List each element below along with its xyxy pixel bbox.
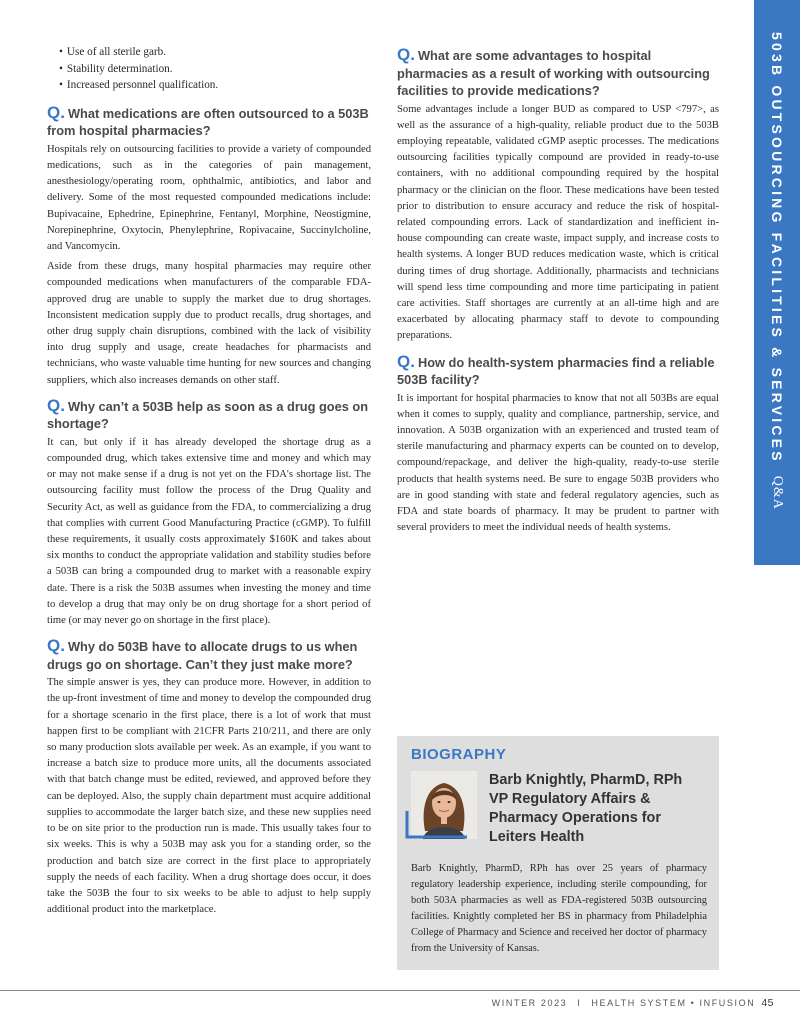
biography-heading: BIOGRAPHY [411,746,507,763]
author-title-line: Pharmacy Operations for [489,810,661,826]
requirements-list [59,44,371,94]
biography-text: Barb Knightly, PharmD, RPh has over 25 years of pharmacy regulatory leadership experience, including sterile compounding, for both 503A pharmacies as well as FDA-registered 503B outsourcing facilities. Knightly completed her BS in pharmacy from Philadelphia College of Pharmacy and Science and received her doctor of pharmacy from the University of Kansas. [411,863,707,954]
footer-separator: I [577,998,582,1008]
author-name: Barb Knightly, PharmD, RPh [489,772,683,788]
question-heading [47,637,371,673]
author-name-block [489,771,682,847]
answer-paragraph: The simple answer is yes, they can produce more. However, in addition to the up-front investment of time and money to develop the compounded drug for a shortage scenario in the first place, there is a lot of work that must happen first to be compliant with 21CFR Parts 210/211, and there are only so many production slots available per week. As an example, if you want to increase a batch size to produce more units, all the documents associated with that batch change must be edited, reviewed, and approved before they can be deployed. Also, the supply chain department must acquire additional supplies to accommodate the larger batch size, and these new supplies need to be on site prior to the production run is made. This usually takes four to six weeks. This is why a 503B may ask you for a standing order, so the production and batch size are correct in the first place to appropriately supply the needs of each facility. When a drug shortage does occur, it does take the 503B the four to six weeks to be able to adjust to help supply additional product into the marketplace. [47,677,371,916]
side-tab-subtitle: Q&A [770,475,785,510]
author-organization: Leiters Health [489,829,585,845]
q-mark: Q. [47,102,65,122]
biography-header [411,771,707,847]
list-item: • Stability determination. [59,61,371,78]
q-mark: Q. [397,351,415,371]
question-heading [47,104,371,140]
answer-paragraph: Some advantages include a longer BUD as compared to USP <797>, as well as the assurance of a high-quality, reliable product due to the 503B employing repeatable, validated cGMP aseptic processes. The medications outsourcing facilities typically compound are provided in ready-to-use containers, with no additional compounding required by the hospital pharmacy or the clinician on the floor. These medications have been tested prior to distribution to ensure accuracy and reduce the risk of hospital-related compounding errors. Lack of standardization and inefficient in-house compounding can create waste, impact supply, and increase costs to health systems. A longer BUD reduces medication waste, which is critical during times of drug shortage. Additionally, pharmacists and technicians will spend less time compounding and more time participating in patient care activities. Staff shortages are currently at an all-time high and are exacerbated by allocating pharmacy staff to devote to compounding preparations. [397,103,719,342]
question-heading [397,353,719,389]
question-text: How do health-system pharmacies find a reliable 503B facility? [397,354,715,388]
footer-issue: WINTER 2023 [491,998,568,1008]
photo-corner-bracket [405,771,471,839]
q-mark: Q. [47,395,65,415]
author-title-line: VP Regulatory Affairs & [489,791,651,807]
answer-paragraph: Aside from these drugs, many hospital pharmacies may require other compounded medications when manufacturers of the comparable FDA-approved drug are unable to supply the market due to drug shortages. Inconsistent medication supply due to product recalls, drug shortages, and other drug supply chain disruptions, combined with the lack of visibility into drug supply and usage, create headaches for pharmacists and technicians, who waste valuable time hunting for new sources and changing suppliers, which also increases demands on other staff. [47,261,371,386]
answer-paragraph: Hospitals rely on outsourcing facilities to provide a variety of compounded medications, such as in the categories of pain management, anesthesiology/operating room, ophthalmic, antibiotics, and labor and delivery. Some of the most requested compounded medications include: Bupivacaine, Ephedrine, Epinephrine, Fentanyl, Morphine, Neostigmine, Norepinephrine, Oxytocin, Phenylephrine, Ropivacaine, Succinylcholine, and Vancomycin. [47,143,371,252]
list-item: • Increased personnel qualification. [59,77,371,94]
section-side-tab [754,0,800,565]
answer-paragraph: It can, but only if it has already developed the shortage drug as a compounded drug, which takes extensive time and money and which may or may not make sense if a drug is not yet on the FDA's shortage list. The outsourcing facility must follow the process of the Drug Quality and Security Act, as well as guidance from the FDA, to commercializing a drug that complies with current Good Manufacturing Practice (cGMP). To fulfill these requirements, it usually costs approximately $160K and takes about six months to conduct the appropriate validation and stability studies before a 503B can bring a compounded drug to market with a reasonable expiry date. There is a risk the 503B assumes when investing the money and time to develop a drug that may only be on drug shortage for a short period of time (or may never go on shortage in the first place). [47,436,371,627]
side-tab-text [754,0,800,565]
page-footer [492,997,774,1009]
list-item: • Use of all sterile garb. [59,44,371,61]
page-number: 45 [761,997,774,1009]
question-text: Why do 503B have to allocate drugs to us when drugs go on shortage. Can’t they just make more? [47,639,358,672]
q-mark: Q. [47,636,65,656]
footer-publication: HEALTH SYSTEM • INFUSION [591,998,756,1008]
question-heading [47,397,371,433]
side-tab-title: 503B OUTSOURCING FACILITIES & SERVICES [769,32,785,464]
author-photo [411,771,477,839]
q-mark: Q. [397,45,415,64]
footer-divider [0,990,800,991]
left-column [47,44,371,922]
biography-box [397,736,719,970]
question-text: What medications are often outsourced to a 503B from hospital pharmacies? [47,105,369,139]
question-text: Why can’t a 503B help as soon as a drug goes on shortage? [47,398,369,432]
question-heading [397,46,719,100]
question-text: What are some advantages to hospital pharmacies as a result of working with outsourcing facilities to provide medications? [397,48,710,98]
answer-paragraph: It is important for hospital pharmacies to know that not all 503Bs are equal when it comes to supply, quality and compliance, partnership, service, and innovation. A 503B organization with an experienced and trusted team of sterile manufacturing and pharmacy experts can be counted on to develop, compound/repackage, and deliver the high-quality, ready-to-use sterile products that health systems need. Be sure to engage 503B providers who are in good standing with state and federal regulatory agencies, such as FDA and state boards of pharmacy. It may be prudent to partner with several providers to meet the individual needs of health systems. [397,392,719,534]
right-column [397,44,719,540]
